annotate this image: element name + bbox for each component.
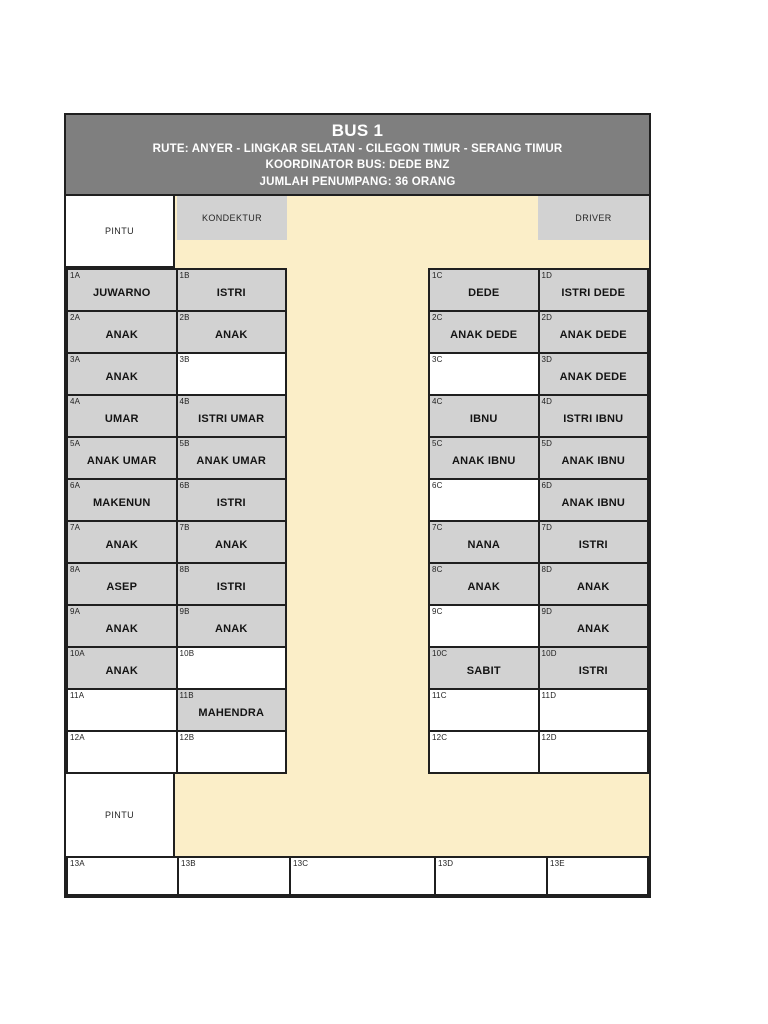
seat-number: 9C (432, 607, 443, 616)
seat-number: 13A (70, 859, 85, 868)
seat-passenger-name: ANAK DEDE (559, 328, 627, 341)
seat-passenger-name: ANAK UMAR (86, 454, 157, 467)
seat-number: 8A (70, 565, 81, 574)
seat-number: 12C (432, 733, 448, 742)
seat-number: 12D (541, 733, 557, 742)
seat-cell-6B (178, 480, 286, 520)
seat-passenger-name: MAKENUN (92, 496, 151, 509)
seat-passenger-name: ANAK DEDE (559, 370, 627, 383)
front-door-cell (66, 196, 175, 268)
bus-coordinator: KOORDINATOR BUS: DEDE BNZ (265, 159, 450, 172)
seat-cell-2B (178, 312, 286, 352)
seat-cell-4B (178, 396, 286, 436)
seat-cell-9A (68, 606, 176, 646)
seat-passenger-name: ANAK UMAR (196, 454, 267, 467)
seat-cell-6D (540, 480, 648, 520)
back-row-seats (66, 856, 649, 896)
seat-cell-9C (430, 606, 538, 646)
seat-number: 4B (179, 397, 190, 406)
seat-cell-5B (178, 438, 286, 478)
seat-passenger-name: JUWARNO (92, 286, 151, 299)
seat-cell-12B (178, 732, 286, 772)
seat-number: 11B (179, 691, 194, 700)
seat-number: 6C (432, 481, 443, 490)
seat-cell-8D (540, 564, 648, 604)
seat-cell-6A (68, 480, 176, 520)
bus-seating-chart (64, 113, 651, 898)
bus-route: RUTE: ANYER - LINGKAR SELATAN - CILEGON TIMUR - SERANG TIMUR (152, 142, 563, 155)
seat-passenger-name: UMAR (104, 412, 139, 425)
seat-number: 2A (70, 313, 81, 322)
seat-passenger-name: ANAK (105, 370, 139, 383)
seat-cell-1D (540, 270, 648, 310)
seat-cell-13D (436, 858, 546, 894)
rear-door-label: PINTU (105, 810, 134, 820)
seat-passenger-name: ISTRI UMAR (198, 412, 265, 425)
seat-number: 10D (541, 649, 557, 658)
conductor-seat (177, 196, 287, 240)
seat-cell-2D (540, 312, 648, 352)
seat-cell-4C (430, 396, 538, 436)
seat-cell-8C (430, 564, 538, 604)
seat-passenger-name: ANAK (214, 538, 248, 551)
seat-number: 12B (179, 733, 195, 742)
seat-cell-10C (430, 648, 538, 688)
seat-cell-12C (430, 732, 538, 772)
seat-passenger-name: ISTRI (578, 664, 608, 677)
seat-number: 13B (181, 859, 196, 868)
seat-cell-3A (68, 354, 176, 394)
seat-number: 7B (179, 523, 190, 532)
seat-passenger-name: ANAK (105, 664, 139, 677)
seat-cell-7D (540, 522, 648, 562)
seat-number: 8D (541, 565, 553, 574)
seat-cell-13A (68, 858, 177, 894)
seat-cell-10D (540, 648, 648, 688)
seat-cell-6C (430, 480, 538, 520)
seat-number: 3D (541, 355, 553, 364)
seat-passenger-name: NANA (467, 538, 501, 551)
seat-passenger-name: ANAK (576, 580, 610, 593)
seat-passenger-name: ASEP (106, 580, 138, 593)
seat-passenger-name: ANAK IBNU (561, 496, 626, 509)
seat-cell-1A (68, 270, 176, 310)
seat-passenger-name: ANAK (105, 538, 139, 551)
seat-cell-13E (548, 858, 647, 894)
bus-title: BUS 1 (331, 120, 384, 140)
seat-number: 5D (541, 439, 553, 448)
conductor-label: KONDEKTUR (201, 213, 263, 223)
seat-cell-11B (178, 690, 286, 730)
seat-cell-2A (68, 312, 176, 352)
seat-cell-10B (178, 648, 286, 688)
seat-number: 8C (432, 565, 443, 574)
seat-number: 8B (179, 565, 190, 574)
seat-number: 9D (541, 607, 553, 616)
seat-number: 2B (179, 313, 190, 322)
seat-cell-4D (540, 396, 648, 436)
seat-cell-11A (68, 690, 176, 730)
seat-number: 6A (70, 481, 81, 490)
seat-passenger-name: ANAK IBNU (451, 454, 516, 467)
seat-cell-7C (430, 522, 538, 562)
seat-cell-3B (178, 354, 286, 394)
seat-number: 5A (70, 439, 81, 448)
seat-passenger-name: SABIT (466, 664, 501, 677)
seat-cell-5D (540, 438, 648, 478)
seat-number: 1C (432, 271, 443, 280)
seat-cell-7A (68, 522, 176, 562)
seat-passenger-name: ANAK (467, 580, 501, 593)
seat-cell-1B (178, 270, 286, 310)
seat-number: 9B (179, 607, 190, 616)
seat-cell-8B (178, 564, 286, 604)
seat-passenger-name: ANAK (576, 622, 610, 635)
seat-cell-9B (178, 606, 286, 646)
seat-number: 11C (432, 691, 447, 700)
seat-block-right (428, 268, 649, 774)
seat-number: 5B (179, 439, 190, 448)
seat-passenger-name: ISTRI (216, 286, 246, 299)
seat-cell-4A (68, 396, 176, 436)
seat-passenger-name: ANAK (214, 328, 248, 341)
seat-passenger-name: DEDE (468, 286, 500, 299)
seat-passenger-name: ISTRI (216, 496, 246, 509)
front-door-label: PINTU (105, 226, 134, 236)
seat-cell-10A (68, 648, 176, 688)
seat-passenger-name: ANAK (105, 622, 139, 635)
bus-header-banner (66, 115, 649, 196)
seat-cell-5A (68, 438, 176, 478)
seat-passenger-name: ANAK (105, 328, 139, 341)
driver-seat (538, 196, 649, 240)
seat-passenger-name: ANAK (214, 622, 248, 635)
seat-number: 6B (179, 481, 190, 490)
seat-passenger-name: ANAK IBNU (561, 454, 626, 467)
seat-number: 1D (541, 271, 553, 280)
bus-passenger-count: JUMLAH PENUMPANG: 36 ORANG (259, 175, 456, 188)
seat-number: 7A (70, 523, 81, 532)
seat-cell-11C (430, 690, 538, 730)
seat-number: 4D (541, 397, 553, 406)
seat-number: 6D (541, 481, 553, 490)
driver-label: DRIVER (575, 213, 612, 223)
seat-passenger-name: ISTRI (578, 538, 608, 551)
seat-number: 1B (179, 271, 190, 280)
seat-cell-7B (178, 522, 286, 562)
seat-number: 10B (179, 649, 195, 658)
seat-cell-3C (430, 354, 538, 394)
seat-number: 3C (432, 355, 443, 364)
seat-number: 13E (550, 859, 565, 868)
seat-number: 13C (293, 859, 309, 868)
seat-passenger-name: ISTRI (216, 580, 246, 593)
seat-number: 11A (70, 691, 85, 700)
seat-block-left (66, 268, 287, 774)
seat-number: 2D (541, 313, 553, 322)
seat-number: 7C (432, 523, 443, 532)
seat-cell-12A (68, 732, 176, 772)
seat-number: 13D (438, 859, 454, 868)
seat-passenger-name: ISTRI DEDE (561, 286, 626, 299)
seat-cell-11D (540, 690, 648, 730)
seat-number: 4A (70, 397, 81, 406)
seat-passenger-name: ISTRI IBNU (563, 412, 624, 425)
seat-number: 3A (70, 355, 81, 364)
seat-cell-8A (68, 564, 176, 604)
seat-cell-3D (540, 354, 648, 394)
seat-cell-13C (291, 858, 434, 894)
seat-number: 11D (541, 691, 557, 700)
seat-cell-9D (540, 606, 648, 646)
seat-number: 2C (432, 313, 443, 322)
seat-number: 9A (70, 607, 81, 616)
seat-number: 1A (70, 271, 81, 280)
seat-cell-5C (430, 438, 538, 478)
seat-number: 10C (432, 649, 448, 658)
seat-cell-13B (179, 858, 289, 894)
seat-cell-2C (430, 312, 538, 352)
seat-number: 12A (70, 733, 85, 742)
seat-passenger-name: IBNU (469, 412, 498, 425)
seat-number: 5C (432, 439, 443, 448)
seat-passenger-name: ANAK DEDE (450, 328, 518, 341)
seat-number: 7D (541, 523, 553, 532)
rear-door-cell (66, 774, 175, 856)
seat-cell-1C (430, 270, 538, 310)
seat-number: 3B (179, 355, 190, 364)
seat-number: 10A (70, 649, 85, 658)
seat-cell-12D (540, 732, 648, 772)
seat-passenger-name: MAHENDRA (198, 706, 265, 719)
seat-number: 4C (432, 397, 443, 406)
